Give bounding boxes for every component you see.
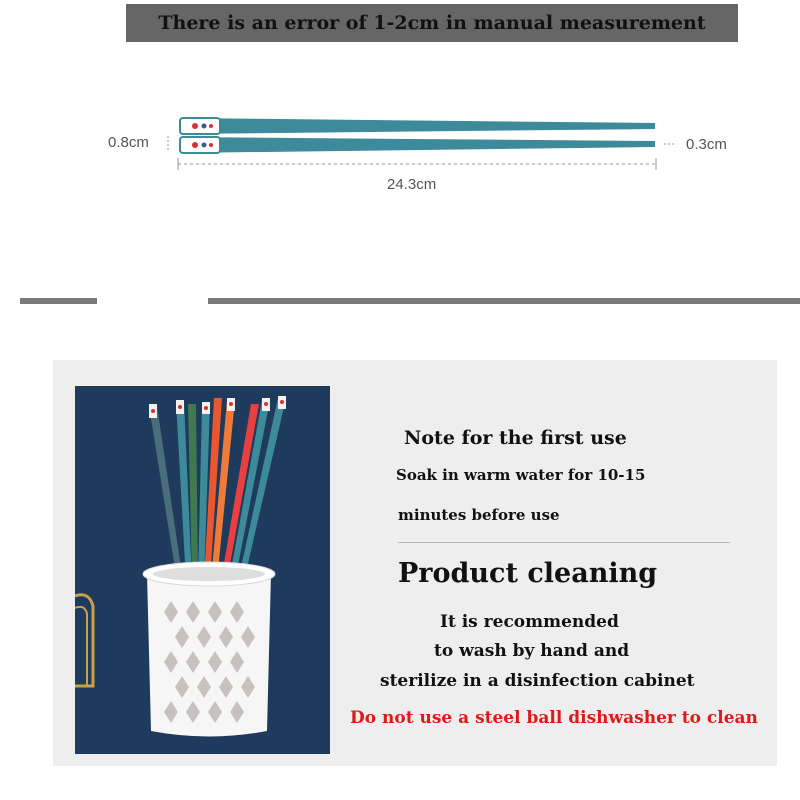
tip-width-label: 0.3cm [686,136,727,153]
white-chopstick-holder [143,562,275,737]
section-divider-left [20,298,97,304]
soak-instruction-line2: minutes before use [398,506,560,524]
cleaning-recommendation-line3: sterilize in a disinfection cabinet [380,671,695,691]
care-instructions-panel [53,360,777,766]
thickness-label: 0.8cm [108,134,149,151]
length-label: 24.3cm [387,176,437,193]
chopstick-drawing [0,100,800,210]
text-divider [398,542,730,543]
section-divider-right [208,298,800,304]
cleaning-recommendation-line2: to wash by hand and [434,641,630,661]
dishwasher-warning: Do not use a steel ball dishwasher to clean [350,708,758,728]
chopstick-bottom [180,137,655,153]
soak-instruction-line1: Soak in warm water for 10-15 [396,466,646,484]
first-use-heading: Note for the first use [404,427,627,449]
measurement-error-banner: There is an error of 1-2cm in manual measurement [126,4,738,42]
chopsticks-photo-illustration [75,386,330,754]
product-cleaning-heading: Product cleaning [398,558,658,589]
chopsticks-in-holder-photo [75,386,330,754]
chopstick-dimension-diagram [0,100,800,210]
cleaning-recommendation-line1: It is recommended [440,612,619,632]
chopstick-top [180,118,655,134]
